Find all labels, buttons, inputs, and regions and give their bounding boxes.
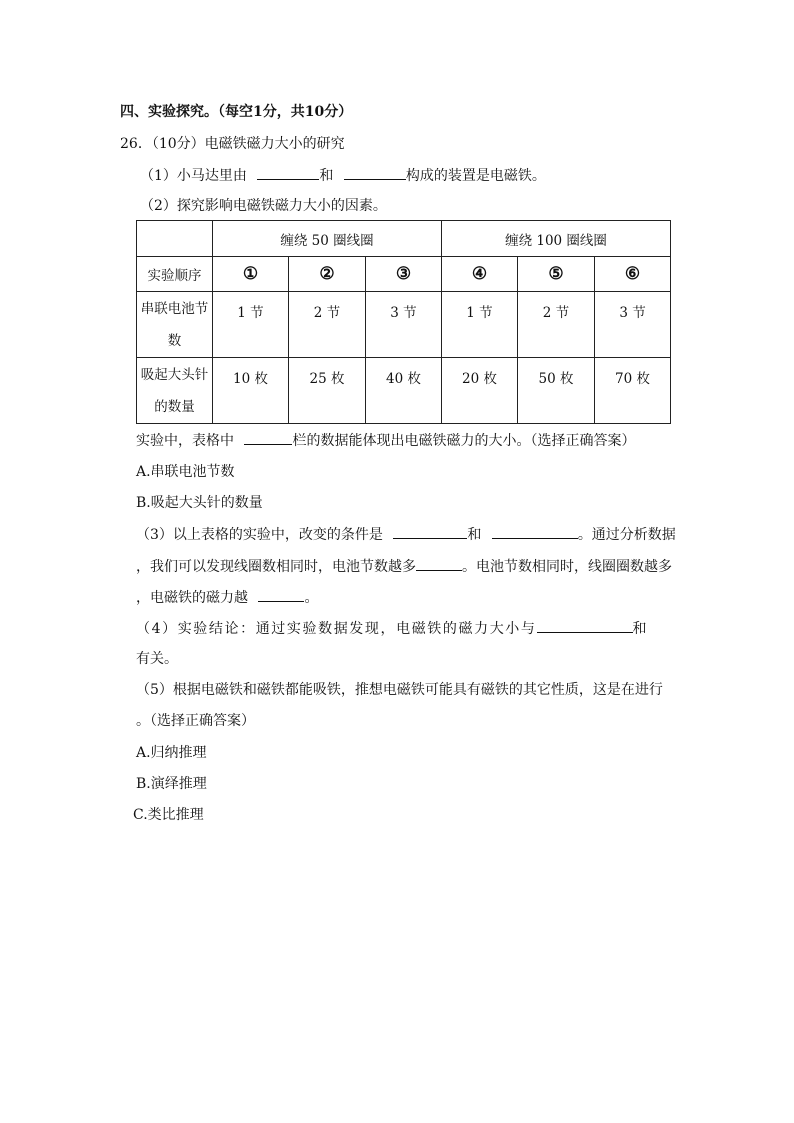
part3-l2-prefix: ，我们可以发现线圈数相同时，电池节数越多: [136, 559, 416, 575]
part3-l3-suffix: 。: [304, 590, 319, 606]
part5-line2: 。（选择正确答案）: [136, 713, 255, 729]
pin-cell: 10 枚: [213, 358, 289, 424]
experiment-table: [136, 220, 671, 424]
answer-blank[interactable]: [537, 618, 633, 633]
part2-question-suffix: 栏的数据能体现出电磁铁磁力的大小。（选择正确答案）: [292, 433, 636, 449]
answer-blank[interactable]: [244, 430, 292, 445]
table-row-batteries: [137, 292, 671, 358]
battery-cell: 2 节: [289, 292, 366, 358]
table-header-row: [137, 221, 671, 257]
answer-blank[interactable]: [344, 165, 406, 180]
part3-line2: [136, 556, 672, 577]
order-cell: ⑥: [595, 257, 671, 292]
group-header-100: 缠绕 100 圈线圈: [442, 221, 671, 257]
table-corner-cell: [137, 221, 213, 257]
part5-line1: （5）根据电磁铁和磁铁都能吸铁，推想电磁铁可能具有磁铁的其它性质，这是在进行: [136, 682, 663, 698]
row-label-line: 的数量: [154, 398, 195, 415]
row-label-order: 实验顺序: [137, 257, 213, 292]
option-b-deduction[interactable]: B.演绎推理: [136, 776, 207, 792]
row-label-pins: [137, 358, 213, 424]
part4-line1: [136, 618, 648, 639]
row-label-line: 吸起大头针: [140, 366, 209, 383]
answer-blank[interactable]: [492, 524, 578, 539]
order-cell: ④: [442, 257, 518, 292]
question-title: 电磁铁磁力大小的研究: [204, 136, 345, 152]
table-row-pins: [137, 358, 671, 424]
section-heading: 四、实验探究。（每空1分，共10分）: [120, 104, 353, 120]
option-c-analogy[interactable]: C.类比推理: [133, 807, 204, 823]
answer-blank[interactable]: [258, 587, 304, 602]
part1-line: [140, 165, 546, 186]
row-label-line: 串联电池节: [140, 300, 209, 317]
battery-cell: 2 节: [518, 292, 595, 358]
table-row-order: [137, 257, 671, 292]
part4-line2: 有关。: [136, 651, 178, 667]
row-label-batteries: [137, 292, 213, 358]
part3-line3: [136, 587, 318, 608]
battery-cell: 1 节: [442, 292, 518, 358]
part2-question-line: [136, 430, 635, 451]
part1-mid: 和: [319, 168, 334, 184]
part2-question-prefix: 实验中，表格中: [136, 433, 234, 449]
part3-l2-suffix: 。电池节数相同时，线圈圈数越多: [462, 559, 672, 575]
part4-prefix: （4）实验结论：通过实验数据发现，电磁铁的磁力大小与: [136, 621, 537, 637]
part3-mid: 和: [467, 527, 482, 543]
question-score: （10分）: [151, 136, 205, 152]
part3-l3-prefix: ，电磁铁的磁力越: [136, 590, 248, 606]
pin-cell: 20 枚: [442, 358, 518, 424]
pin-cell: 50 枚: [518, 358, 595, 424]
order-cell: ②: [289, 257, 366, 292]
part4-suffix: 和: [632, 621, 649, 637]
row-label-line: 数: [167, 332, 182, 349]
question-number: 26．: [120, 136, 152, 152]
question-title-line: [120, 134, 345, 154]
part3-prefix: （3）以上表格的实验中，改变的条件是: [136, 527, 383, 543]
order-cell: ①: [213, 257, 289, 292]
part2-line: （2）探究影响电磁铁磁力大小的因素。: [140, 198, 387, 214]
pin-cell: 70 枚: [595, 358, 671, 424]
pin-cell: 25 枚: [289, 358, 366, 424]
battery-cell: 3 节: [595, 292, 671, 358]
option-a[interactable]: A.串联电池节数: [136, 464, 235, 480]
answer-blank[interactable]: [393, 524, 467, 539]
answer-blank[interactable]: [416, 556, 462, 571]
pin-cell: 40 枚: [366, 358, 442, 424]
order-cell: ③: [366, 257, 442, 292]
part1-prefix: （1）小马达里由: [140, 168, 247, 184]
part3-suffix: 。通过分析数据: [577, 527, 676, 543]
battery-cell: 1 节: [213, 292, 289, 358]
battery-cell: 3 节: [366, 292, 442, 358]
answer-blank[interactable]: [257, 165, 319, 180]
option-b[interactable]: B.吸起大头针的数量: [136, 495, 263, 511]
order-cell: ⑤: [518, 257, 595, 292]
part1-suffix: 构成的装置是电磁铁。: [405, 168, 546, 184]
group-header-50: 缠绕 50 圈线圈: [213, 221, 442, 257]
option-a-induction[interactable]: A.归纳推理: [136, 745, 207, 761]
part3-line1: [136, 524, 676, 545]
